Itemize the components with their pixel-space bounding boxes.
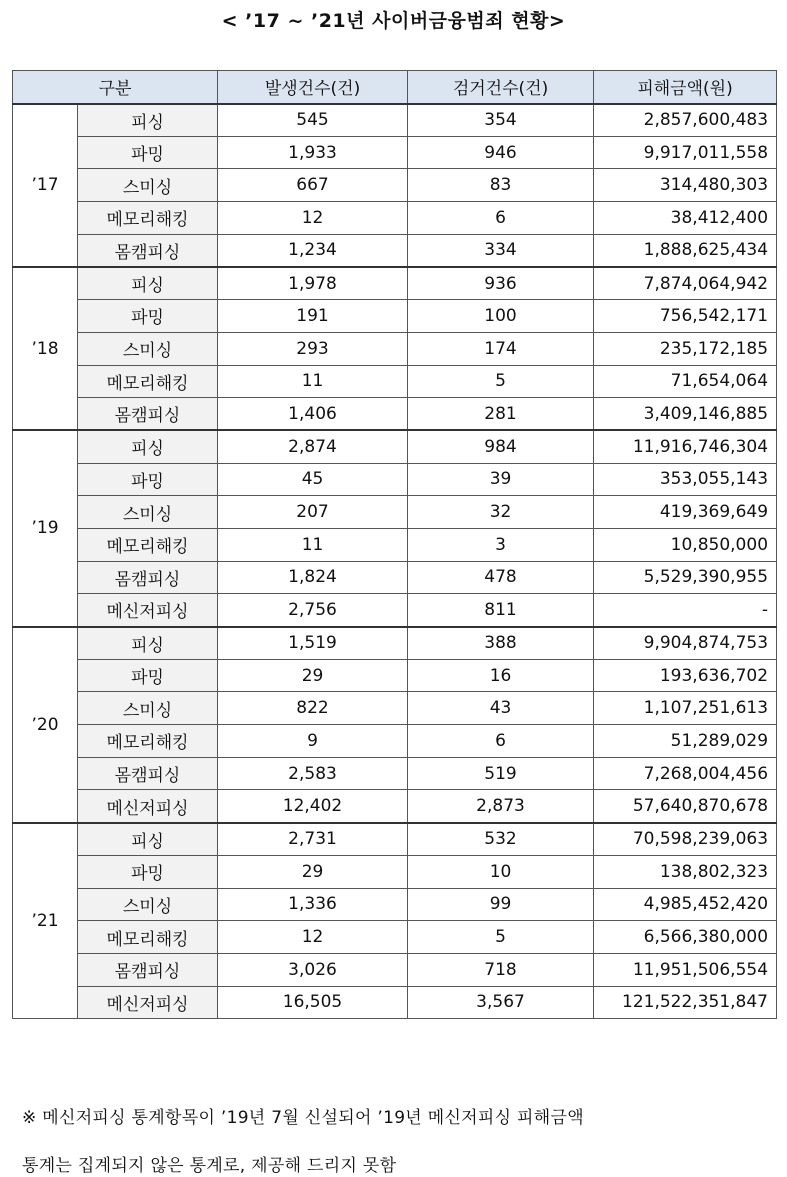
- crime-type-cell: 파밍: [78, 463, 218, 496]
- table-row: [13, 267, 777, 300]
- arrests-cell: 811: [408, 594, 594, 627]
- occurrences-cell: 12,402: [218, 790, 408, 823]
- damage-amount-cell: 9,904,874,753: [594, 627, 777, 660]
- crime-type-cell: 스미싱: [78, 692, 218, 725]
- arrests-cell: 43: [408, 692, 594, 725]
- arrests-cell: 16: [408, 659, 594, 692]
- crime-type-cell: 피싱: [78, 430, 218, 463]
- arrests-cell: 99: [408, 888, 594, 921]
- arrests-cell: 984: [408, 430, 594, 463]
- crime-type-cell: 몸캠피싱: [78, 234, 218, 267]
- crime-type-cell: 스미싱: [78, 496, 218, 529]
- arrests-cell: 281: [408, 398, 594, 431]
- arrests-cell: 354: [408, 104, 594, 137]
- damage-amount-cell: 314,480,303: [594, 169, 777, 202]
- damage-amount-cell: 11,951,506,554: [594, 953, 777, 986]
- table-row: [13, 986, 777, 1019]
- arrests-cell: 6: [408, 202, 594, 235]
- occurrences-cell: 12: [218, 202, 408, 235]
- table-row: [13, 496, 777, 529]
- arrests-cell: 32: [408, 496, 594, 529]
- table-row: [13, 692, 777, 725]
- occurrences-cell: 29: [218, 855, 408, 888]
- crime-type-cell: 피싱: [78, 267, 218, 300]
- crime-type-cell: 스미싱: [78, 169, 218, 202]
- damage-amount-cell: 138,802,323: [594, 855, 777, 888]
- table-row: [13, 725, 777, 758]
- table-row: [13, 855, 777, 888]
- damage-amount-cell: 38,412,400: [594, 202, 777, 235]
- occurrences-cell: 3,026: [218, 953, 408, 986]
- table-header-row: [13, 71, 777, 104]
- crime-type-cell: 스미싱: [78, 332, 218, 365]
- arrests-cell: 718: [408, 953, 594, 986]
- occurrences-cell: 822: [218, 692, 408, 725]
- occurrences-cell: 2,583: [218, 757, 408, 790]
- crime-type-cell: 피싱: [78, 823, 218, 856]
- table-row: [13, 953, 777, 986]
- table-row: [13, 332, 777, 365]
- cybercrime-table: [12, 70, 777, 1019]
- crime-type-cell: 파밍: [78, 136, 218, 169]
- header-occurrences: 발생건수(건): [218, 71, 408, 104]
- occurrences-cell: 1,406: [218, 398, 408, 431]
- footnote-line-1: ※ 메신저피싱 통계항목이 ’19년 7월 신설되어 ’19년 메신저피싱 피해금액: [22, 1108, 584, 1128]
- arrests-cell: 2,873: [408, 790, 594, 823]
- crime-type-cell: 메신저피싱: [78, 790, 218, 823]
- table-row: [13, 790, 777, 823]
- damage-amount-cell: 4,985,452,420: [594, 888, 777, 921]
- arrests-cell: 936: [408, 267, 594, 300]
- damage-amount-cell: 7,874,064,942: [594, 267, 777, 300]
- occurrences-cell: 29: [218, 659, 408, 692]
- damage-amount-cell: 6,566,380,000: [594, 921, 777, 954]
- damage-amount-cell: 419,369,649: [594, 496, 777, 529]
- arrests-cell: 100: [408, 300, 594, 333]
- crime-type-cell: 메모리해킹: [78, 365, 218, 398]
- arrests-cell: 532: [408, 823, 594, 856]
- table-row: [13, 104, 777, 137]
- damage-amount-cell: 235,172,185: [594, 332, 777, 365]
- damage-amount-cell: 70,598,239,063: [594, 823, 777, 856]
- page-title: < ’17 ~ ’21년 사이버금융범죄 현황>: [221, 10, 566, 32]
- crime-type-cell: 파밍: [78, 855, 218, 888]
- damage-amount-cell: 1,107,251,613: [594, 692, 777, 725]
- occurrences-cell: 11: [218, 528, 408, 561]
- arrests-cell: 5: [408, 365, 594, 398]
- table-body: [13, 104, 777, 1019]
- damage-amount-cell: 71,654,064: [594, 365, 777, 398]
- table-row: [13, 463, 777, 496]
- arrests-cell: 946: [408, 136, 594, 169]
- damage-amount-cell: 7,268,004,456: [594, 757, 777, 790]
- crime-type-cell: 피싱: [78, 104, 218, 137]
- table-row: [13, 234, 777, 267]
- arrests-cell: 478: [408, 561, 594, 594]
- footnote-line-2: 통계는 집계되지 않은 통계로, 제공해 드리지 못함: [22, 1156, 397, 1176]
- occurrences-cell: 1,336: [218, 888, 408, 921]
- damage-amount-cell: 121,522,351,847: [594, 986, 777, 1019]
- occurrences-cell: 191: [218, 300, 408, 333]
- crime-type-cell: 메신저피싱: [78, 594, 218, 627]
- occurrences-cell: 12: [218, 921, 408, 954]
- damage-amount-cell: 3,409,146,885: [594, 398, 777, 431]
- footnote: [22, 1094, 772, 1177]
- damage-amount-cell: 5,529,390,955: [594, 561, 777, 594]
- table-row: [13, 823, 777, 856]
- arrests-cell: 6: [408, 725, 594, 758]
- table-row: [13, 202, 777, 235]
- table-row: [13, 398, 777, 431]
- crime-type-cell: 메모리해킹: [78, 725, 218, 758]
- occurrences-cell: 1,234: [218, 234, 408, 267]
- table-row: [13, 300, 777, 333]
- damage-amount-cell: 2,857,600,483: [594, 104, 777, 137]
- damage-amount-cell: 9,917,011,558: [594, 136, 777, 169]
- crime-type-cell: 파밍: [78, 300, 218, 333]
- table-row: [13, 757, 777, 790]
- damage-amount-cell: 353,055,143: [594, 463, 777, 496]
- table-row: [13, 365, 777, 398]
- crime-type-cell: 메모리해킹: [78, 528, 218, 561]
- damage-amount-cell: 756,542,171: [594, 300, 777, 333]
- occurrences-cell: 2,731: [218, 823, 408, 856]
- table-row: [13, 561, 777, 594]
- year-cell: ’19: [13, 430, 78, 626]
- occurrences-cell: 1,933: [218, 136, 408, 169]
- occurrences-cell: 2,756: [218, 594, 408, 627]
- damage-amount-cell: 51,289,029: [594, 725, 777, 758]
- year-cell: ’20: [13, 627, 78, 823]
- table-row: [13, 659, 777, 692]
- table-row: [13, 528, 777, 561]
- occurrences-cell: 667: [218, 169, 408, 202]
- table-row: [13, 888, 777, 921]
- header-damage-amount: 피해금액(원): [594, 71, 777, 104]
- table-row: [13, 169, 777, 202]
- arrests-cell: 174: [408, 332, 594, 365]
- damage-amount-cell: 57,640,870,678: [594, 790, 777, 823]
- occurrences-cell: 16,505: [218, 986, 408, 1019]
- arrests-cell: 39: [408, 463, 594, 496]
- crime-type-cell: 메모리해킹: [78, 921, 218, 954]
- crime-type-cell: 몸캠피싱: [78, 561, 218, 594]
- crime-type-cell: 스미싱: [78, 888, 218, 921]
- occurrences-cell: 1,978: [218, 267, 408, 300]
- arrests-cell: 519: [408, 757, 594, 790]
- table-row: [13, 921, 777, 954]
- table-row: [13, 627, 777, 660]
- damage-amount-cell: 193,636,702: [594, 659, 777, 692]
- year-cell: ’18: [13, 267, 78, 430]
- damage-amount-cell: -: [594, 594, 777, 627]
- arrests-cell: 10: [408, 855, 594, 888]
- occurrences-cell: 207: [218, 496, 408, 529]
- header-category: 구분: [13, 71, 218, 104]
- arrests-cell: 388: [408, 627, 594, 660]
- crime-type-cell: 피싱: [78, 627, 218, 660]
- occurrences-cell: 293: [218, 332, 408, 365]
- year-cell: ’21: [13, 823, 78, 1019]
- arrests-cell: 83: [408, 169, 594, 202]
- arrests-cell: 3,567: [408, 986, 594, 1019]
- occurrences-cell: 9: [218, 725, 408, 758]
- occurrences-cell: 545: [218, 104, 408, 137]
- year-cell: ’17: [13, 104, 78, 267]
- occurrences-cell: 11: [218, 365, 408, 398]
- damage-amount-cell: 1,888,625,434: [594, 234, 777, 267]
- crime-type-cell: 파밍: [78, 659, 218, 692]
- occurrences-cell: 1,824: [218, 561, 408, 594]
- crime-type-cell: 몸캠피싱: [78, 398, 218, 431]
- occurrences-cell: 2,874: [218, 430, 408, 463]
- occurrences-cell: 45: [218, 463, 408, 496]
- crime-type-cell: 메모리해킹: [78, 202, 218, 235]
- header-arrests: 검거건수(건): [408, 71, 594, 104]
- table-row: [13, 594, 777, 627]
- damage-amount-cell: 11,916,746,304: [594, 430, 777, 463]
- arrests-cell: 334: [408, 234, 594, 267]
- occurrences-cell: 1,519: [218, 627, 408, 660]
- crime-type-cell: 몸캠피싱: [78, 757, 218, 790]
- arrests-cell: 5: [408, 921, 594, 954]
- crime-type-cell: 몸캠피싱: [78, 953, 218, 986]
- damage-amount-cell: 10,850,000: [594, 528, 777, 561]
- crime-type-cell: 메신저피싱: [78, 986, 218, 1019]
- table-row: [13, 430, 777, 463]
- arrests-cell: 3: [408, 528, 594, 561]
- table-row: [13, 136, 777, 169]
